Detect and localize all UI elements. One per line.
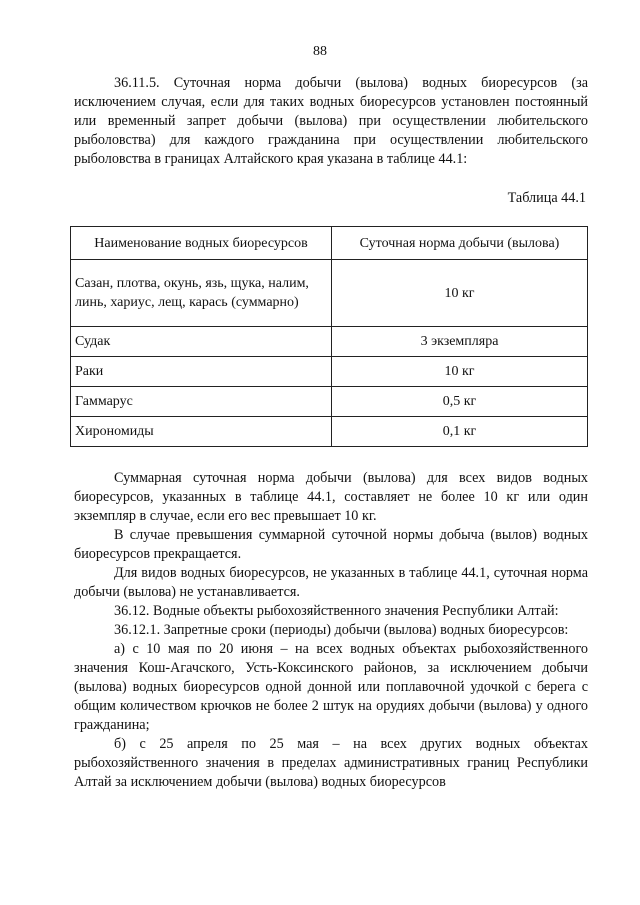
table-row [71, 387, 588, 417]
daily-norm: 10 кг [332, 357, 588, 387]
intro-section [74, 74, 588, 169]
item-b-paragraph: б) с 25 апреля по 25 мая – на всех других водных объектах рыбохозяйственного значения в пределах административных границ Республики Алтай за исключением добычи (вылова) водных биоресурсов [74, 736, 588, 790]
table-row [71, 260, 588, 327]
table-header-row [71, 227, 588, 260]
species-name: Гаммарус [71, 387, 332, 417]
table-row [71, 357, 588, 387]
species-name: Хирономиды [71, 417, 332, 447]
excess-paragraph: В случае превышения суммарной суточной нормы добыча (вылов) водных биоресурсов прекращается. [74, 527, 588, 562]
species-name: Судак [71, 327, 332, 357]
table-row [71, 417, 588, 447]
species-name: Сазан, плотва, окунь, язь, щука, налим, линь, хариус, лещ, карась (суммарно) [71, 260, 332, 327]
table-caption: Таблица 44.1 [507, 190, 586, 206]
daily-norm: 10 кг [332, 260, 588, 327]
header-daily-norm: Суточная норма добычи (вылова) [332, 227, 588, 260]
header-species: Наименование водных биоресурсов [71, 227, 332, 260]
species-name: Раки [71, 357, 332, 387]
prohibition-periods-paragraph: 36.12.1. Запретные сроки (периоды) добычи (вылова) водных биоресурсов: [114, 622, 569, 638]
daily-norm: 0,1 кг [332, 417, 588, 447]
body-section [74, 469, 588, 792]
unlisted-species-paragraph: Для видов водных биоресурсов, не указанных в таблице 44.1, суточная норма добычи (вылова) не устанавливается. [74, 565, 588, 600]
daily-norm: 0,5 кг [332, 387, 588, 417]
page-number: 88 [313, 44, 327, 59]
section-heading-paragraph: 36.12. Водные объекты рыбохозяйственного значения Республики Алтай: [114, 603, 559, 619]
table-row [71, 327, 588, 357]
intro-paragraph: 36.11.5. Суточная норма добычи (вылова) водных биоресурсов (за исключением случая, если для таких водных биоресурсов установлен постоянный или временный запрет добычи (вылова) при осуществлении любительского рыболовства) для каждого гражданина при осуществлении любительского рыболовства в границах Алтайского края указана в таблице 44.1: [74, 75, 588, 167]
item-a-paragraph: а) с 10 мая по 20 июня – на всех водных объектах рыбохозяйственного значения Кош-Агачского, Усть-Коксинского районов, за исключением добычи (вылова) водных биоресурсов одной донной или поплавочной удочкой с берега с общим количеством крючков не более 2 штук на орудиях добычи (вылова) у одного гражданина; [74, 641, 588, 733]
total-norm-paragraph: Суммарная суточная норма добычи (вылова) для всех видов водных биоресурсов, указанных в таблице 44.1, составляет не более 10 кг или один экземпляр в случае, если его вес превышает 10 кг. [74, 470, 588, 524]
catch-norm-table [70, 226, 588, 447]
daily-norm: 3 экземпляра [332, 327, 588, 357]
